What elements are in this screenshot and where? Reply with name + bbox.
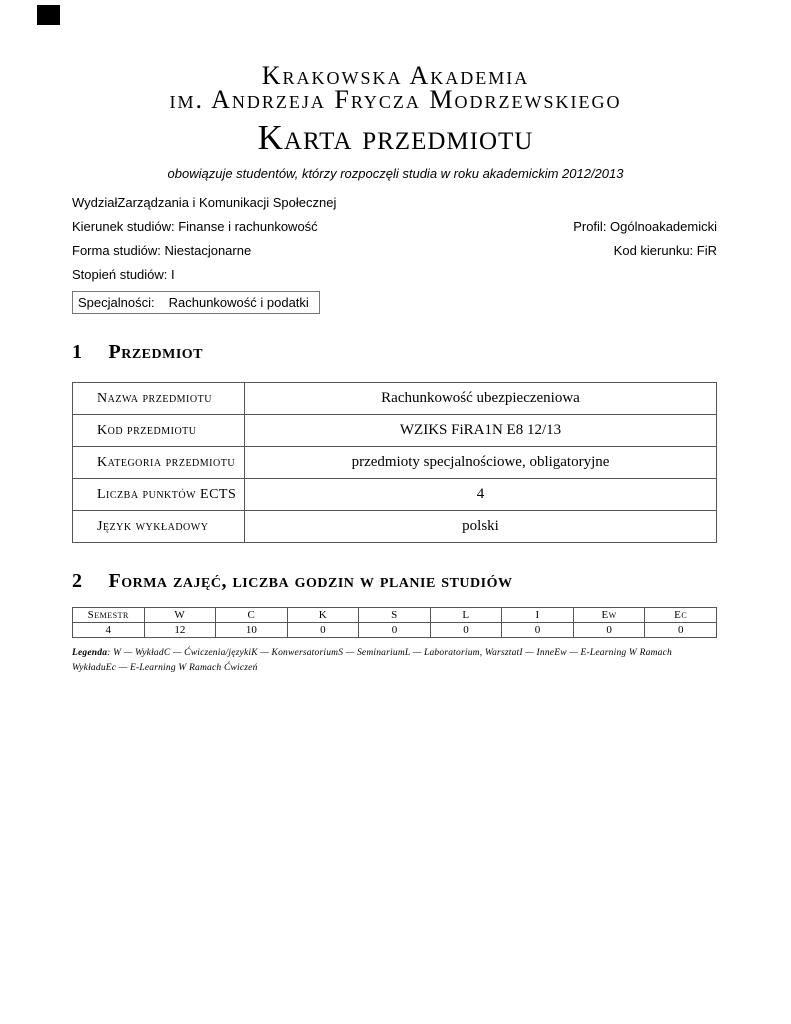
row-label-nazwa: Nazwa przedmiotu <box>73 383 245 415</box>
col-header-c: C <box>216 608 288 623</box>
kod-kierunku-text: Kod kierunku: FiR <box>613 243 717 258</box>
cell-k: 0 <box>287 623 359 638</box>
col-header-w: W <box>144 608 216 623</box>
cell-ec: 0 <box>645 623 717 638</box>
col-header-semestr: Semestr <box>73 608 145 623</box>
info-line-wydzial <box>72 195 717 210</box>
document-subtitle: obowiązuje studentów, którzy rozpoczęli studia w roku akademickim 2012/2013 <box>167 166 624 181</box>
cell-ew: 0 <box>573 623 645 638</box>
row-label-jezyk: Język wykładowy <box>73 511 245 543</box>
university-name-line1: Krakowska Akademia <box>261 61 530 90</box>
section2-heading <box>72 569 719 593</box>
info-line-forma <box>72 243 717 258</box>
specialties-label: Specjalności: <box>78 295 155 310</box>
info-line-specjalnosci <box>72 291 717 314</box>
section1-title: Przedmiot <box>108 341 204 363</box>
section1-number: 1 <box>72 341 83 363</box>
godziny-table <box>72 607 717 638</box>
cell-s: 0 <box>359 623 431 638</box>
info-block <box>72 195 717 314</box>
table-row <box>73 479 717 511</box>
row-label-kod: Kod przedmiotu <box>73 415 245 447</box>
forma-text: Forma studiów: Niestacjonarne <box>72 243 252 258</box>
info-line-kierunek <box>72 219 717 234</box>
table-row <box>73 511 717 543</box>
document-title: Karta przedmiotu <box>257 118 534 157</box>
godziny-header-row <box>73 608 717 623</box>
godziny-data-row <box>73 623 717 638</box>
legend <box>72 646 701 676</box>
corner-mark <box>37 5 60 25</box>
przedmiot-table <box>72 382 717 543</box>
cell-w: 12 <box>144 623 216 638</box>
specialties-value: Rachunkowość i podatki <box>168 295 309 310</box>
specialties-box <box>72 291 320 314</box>
table-row <box>73 415 717 447</box>
legend-label: Legenda <box>72 648 108 658</box>
col-header-i: I <box>502 608 574 623</box>
stopien-text: Stopień studiów: I <box>72 267 175 282</box>
cell-c: 10 <box>216 623 288 638</box>
cell-l: 0 <box>430 623 502 638</box>
row-label-ects: Liczba punktów ECTS <box>73 479 245 511</box>
col-header-k: K <box>287 608 359 623</box>
row-value-kategoria: przedmioty specjalnościowe, obligatoryjne <box>245 447 717 479</box>
row-value-nazwa: Rachunkowość ubezpieczeniowa <box>245 383 717 415</box>
cell-i: 0 <box>502 623 574 638</box>
kierunek-text: Kierunek studiów: Finanse i rachunkowość <box>72 219 318 234</box>
university-name-line2: im. Andrzeja Frycza Modrzewskiego <box>169 85 622 114</box>
profil-text: Profil: Ogólnoakademicki <box>573 219 717 234</box>
row-label-kategoria: Kategoria przedmiotu <box>73 447 245 479</box>
row-value-kod: WZIKS FiRA1N E8 12/13 <box>245 415 717 447</box>
col-header-s: S <box>359 608 431 623</box>
document-header <box>0 0 791 181</box>
section2-number: 2 <box>72 570 83 592</box>
wydzial-text: WydziałZarządzania i Komunikacji Społecznej <box>72 195 337 210</box>
row-value-ects: 4 <box>245 479 717 511</box>
table-row <box>73 383 717 415</box>
info-line-stopien <box>72 267 717 282</box>
cell-semestr: 4 <box>73 623 145 638</box>
table-row <box>73 447 717 479</box>
col-header-ew: Ew <box>573 608 645 623</box>
row-value-jezyk: polski <box>245 511 717 543</box>
legend-text: : W — WykładC — Ćwiczenia/językiK — KonwersatoriumS — SeminariumL — Laboratorium, WarsztatI — InneEw — E-Learning W Ramach WykładuEc — E-Learning W Ramach Ćwiczeń <box>72 648 672 673</box>
col-header-ec: Ec <box>645 608 717 623</box>
section2-title: Forma zajęć, liczba godzin w planie studiów <box>108 570 513 592</box>
col-header-l: L <box>430 608 502 623</box>
section1-heading <box>72 340 719 364</box>
